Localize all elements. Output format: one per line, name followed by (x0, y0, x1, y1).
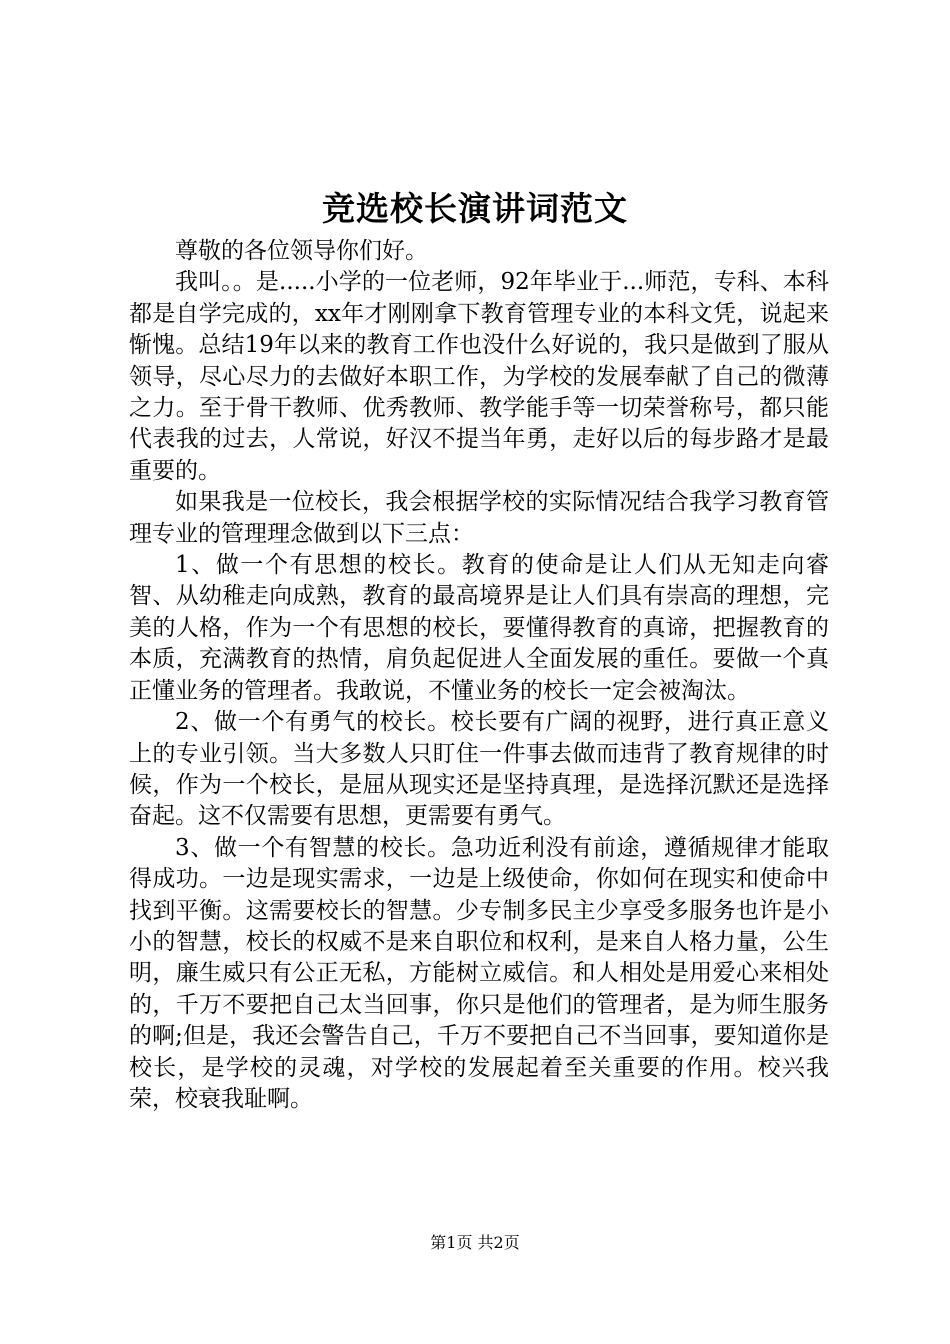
paragraph-introduction: 我叫。。是.....小学的一位老师，92年毕业于...师范，专科、本科都是自学完成的，xx年才刚刚拿下教育管理专业的本科文凭，说起来惭愧。总结19年以来的教育工作也没什么好说的，我只是做到了服从领导，尽心尽力的去做好本职工作，为学校的发展奉献了自己的微薄之力。至于骨干教师、优秀教师、教学能手等一切荣誉称号，都只能代表我的过去，人常说，好汉不提当年勇，走好以后的每步路才是最重要的。 (129, 269, 829, 484)
paragraph-point-3: 3、做一个有智慧的校长。急功近利没有前途，遵循规律才能取得成功。一边是现实需求，一边是上级使命，你如何在现实和使命中找到平衡。这需要校长的智慧。少专制多民主少享受多服务也许是小小的智慧，校长的权威不是来自职位和权利，是来自人格力量，公生明，廉生威只有公正无私，方能树立威信。和人相处是用爱心来相处的，千万不要把自己太当回事，你只是他们的管理者，是为师生服务的啊;但是，我还会警告自己，千万不要把自己不当回事，要知道你是校长，是学校的灵魂，对学校的发展起着至关重要的作用。校兴我荣，校衰我耻啊。 (129, 834, 829, 1112)
document-title: 竞选校长演讲词范文 (322, 189, 628, 228)
paragraph-plan-intro: 如果我是一位校长，我会根据学校的实际情况结合我学习教育管理专业的管理理念做到以下三点： (129, 489, 829, 547)
paragraph-point-2: 2、做一个有勇气的校长。校长要有广阔的视野，进行真正意义上的专业引领。当大多数人只盯住一件事去做而违背了教育规律的时候，作为一个校长，是屈从现实还是坚持真理，是选择沉默还是选择奋起。这不仅需要有思想，更需要有勇气。 (129, 709, 829, 830)
paragraph-point-1: 1、做一个有思想的校长。教育的使命是让人们从无知走向睿智、从幼稚走向成熟，教育的最高境界是让人们具有崇高的理想，完美的人格，作为一个有思想的校长，要懂得教育的真谛，把握教育的本质，充满教育的热情，肩负起促进人全面发展的重任。要做一个真正懂业务的管理者。我敢说，不懂业务的校长一定会被淘汰。 (129, 552, 829, 704)
page-number-footer: 第1页 共2页 (430, 1233, 520, 1252)
paragraph-greeting: 尊敬的各位领导你们好。 (175, 238, 428, 264)
document-body (129, 236, 829, 1115)
